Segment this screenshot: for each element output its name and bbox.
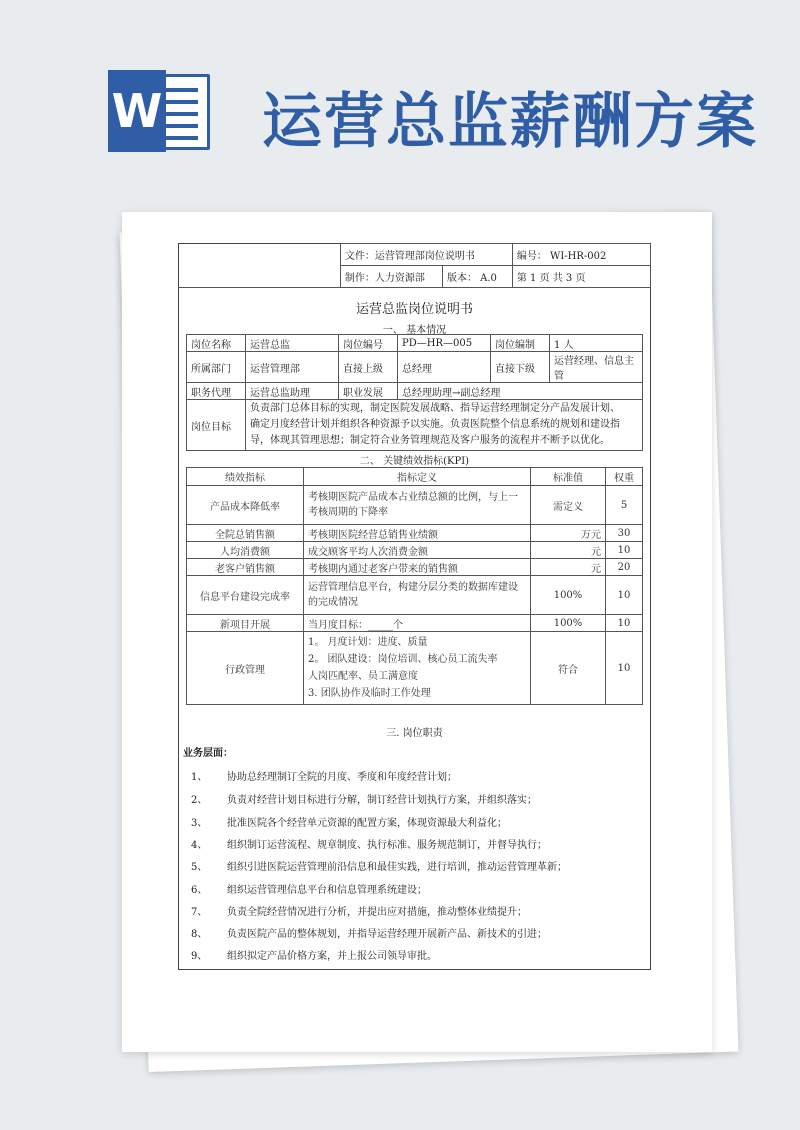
basic-info-table: [186, 334, 643, 451]
duty-item: 6、 组织运营管理信息平台和信息管理系统建设；: [191, 885, 427, 896]
goal-line: 负责部门总体目标的实现，制定医院发展战略、指导运营经理制定分产品发展计划、: [250, 403, 620, 414]
header-code: 编号： WI-HR-002: [512, 244, 650, 266]
kpi-standard: 元: [531, 542, 606, 559]
kpi-name: 行政管理: [187, 632, 304, 705]
cell-value: 1 人: [550, 335, 643, 352]
word-icon: [108, 70, 212, 152]
cell-label: 职业发展: [339, 383, 398, 400]
kpi-header: 标准值: [531, 468, 606, 486]
document-frame: [178, 243, 651, 970]
duty-item: 1、 协助总经理制订全院的月度、季度和年度经营计划；: [191, 772, 457, 783]
word-logo-letter: W: [108, 70, 166, 152]
cell-label: 岗位名称: [187, 335, 246, 352]
cell-value: 运营总监: [246, 335, 339, 352]
document-title: 运营总监岗位说明书: [355, 302, 473, 317]
kpi-def: 当月度目标：_____个: [304, 615, 531, 632]
kpi-standard: 100%: [531, 576, 606, 615]
kpi-def: 考核期医院产品成本占业绩总额的比例，与上一 考核周期的下降率: [304, 486, 531, 525]
section-basic-heading: 一、 基本情况: [382, 325, 447, 336]
cell-label: 职务代理: [187, 383, 246, 400]
goal-line: 导，体现其管理思想；制定符合业务管理规范及客户服务的流程并不断予以优化。: [250, 435, 610, 446]
cell-label: 直接下级: [491, 352, 550, 383]
kpi-table: [186, 467, 643, 705]
cell-value: 运营总监助理: [246, 383, 339, 400]
kpi-standard: 元: [531, 559, 606, 576]
header-file: 文件：运营管理部岗位说明书: [340, 244, 512, 266]
cell-value: PD—HR—005: [398, 335, 491, 352]
kpi-def: 1。 月度计划：进度、质量 2。 团队建设：岗位培训、核心员工流失率 人岗匹配率、员工满意度 3. 团队协作及临时工作处理: [304, 632, 531, 705]
goal-label: 岗位目标: [187, 400, 246, 451]
kpi-weight: 10: [606, 615, 643, 632]
kpi-def: 考核期内通过老客户带来的销售额: [304, 559, 531, 576]
kpi-name: 信息平台建设完成率: [187, 576, 304, 615]
kpi-standard: 符合: [531, 632, 606, 705]
kpi-name: 新项目开展: [187, 615, 304, 632]
cell-value: 总经理助理→副总经理: [398, 383, 643, 400]
duty-item: 2、 负责对经营计划目标进行分解，制订经营计划执行方案，并组织落实；: [191, 795, 537, 806]
cell-value: 总经理: [398, 352, 491, 383]
kpi-weight: 10: [606, 632, 643, 705]
kpi-standard: 100%: [531, 615, 606, 632]
kpi-standard: 万元: [531, 525, 606, 542]
duty-item: 8、 负责医院产品的整体规划，并指导运营经理开展新产品、新技术的引进；: [191, 929, 547, 940]
duty-item: 3、 批准医院各个经营单元资源的配置方案，体现资源最大利益化；: [191, 818, 507, 829]
kpi-header: 指标定义: [304, 468, 531, 486]
kpi-weight: 20: [606, 559, 643, 576]
kpi-def: 运营管理信息平台，构建分层分类的数据库建设 的完成情况: [304, 576, 531, 615]
header-version: 版本： A.0: [442, 266, 512, 288]
duty-item: 5、 组织引进医院运营管理前沿信息和最佳实践，进行培训，推动运营管理革新；: [191, 862, 567, 873]
kpi-header: 权重: [606, 468, 643, 486]
header-page: 第 1 页 共 3 页: [512, 266, 650, 288]
section-kpi-heading: 二、 关键绩效指标(KPI): [359, 456, 470, 467]
section-duty-heading: 三. 岗位职责: [386, 728, 443, 739]
header-made-by: 制作：人力资源部: [340, 266, 442, 288]
duty-item: 4、 组织制订运营流程、规章制度、执行标准、服务规范制订，并督导执行；: [191, 840, 547, 851]
duty-heading: 业务层面：: [183, 748, 233, 759]
goal-text: [246, 400, 643, 451]
cell-label: 直接上级: [339, 352, 398, 383]
kpi-header: 绩效指标: [187, 468, 304, 486]
duty-item: 9、 组织拟定产品价格方案，并上报公司领导审批。: [191, 951, 437, 962]
kpi-weight: 10: [606, 576, 643, 615]
cell-value: 运营管理部: [246, 352, 339, 383]
cell-label: 岗位编号: [339, 335, 398, 352]
kpi-name: 老客户销售额: [187, 559, 304, 576]
kpi-name: 全院总销售额: [187, 525, 304, 542]
goal-line: 确定月度经营计划并组织各种资源予以实施。负责医院整个信息系统的规划和建设指: [250, 419, 620, 430]
kpi-name: 产品成本降低率: [187, 486, 304, 525]
kpi-weight: 5: [606, 486, 643, 525]
kpi-def: 成交顾客平均人次消费金额: [304, 542, 531, 559]
cell-label: 所属部门: [187, 352, 246, 383]
kpi-weight: 10: [606, 542, 643, 559]
cell-value: 运营经理、信息主管: [550, 352, 643, 383]
kpi-def: 考核期医院经营总销售业绩额: [304, 525, 531, 542]
document-header-table: [178, 243, 651, 288]
kpi-name: 人均消费额: [187, 542, 304, 559]
kpi-standard: 需定义: [531, 486, 606, 525]
cell-label: 岗位编制: [491, 335, 550, 352]
kpi-weight: 30: [606, 525, 643, 542]
banner: [0, 0, 800, 200]
duty-item: 7、 负责全院经营情况进行分析，并提出应对措施，推动整体业绩提升；: [191, 907, 527, 918]
banner-title: 运营总监薪酬方案: [262, 87, 758, 157]
